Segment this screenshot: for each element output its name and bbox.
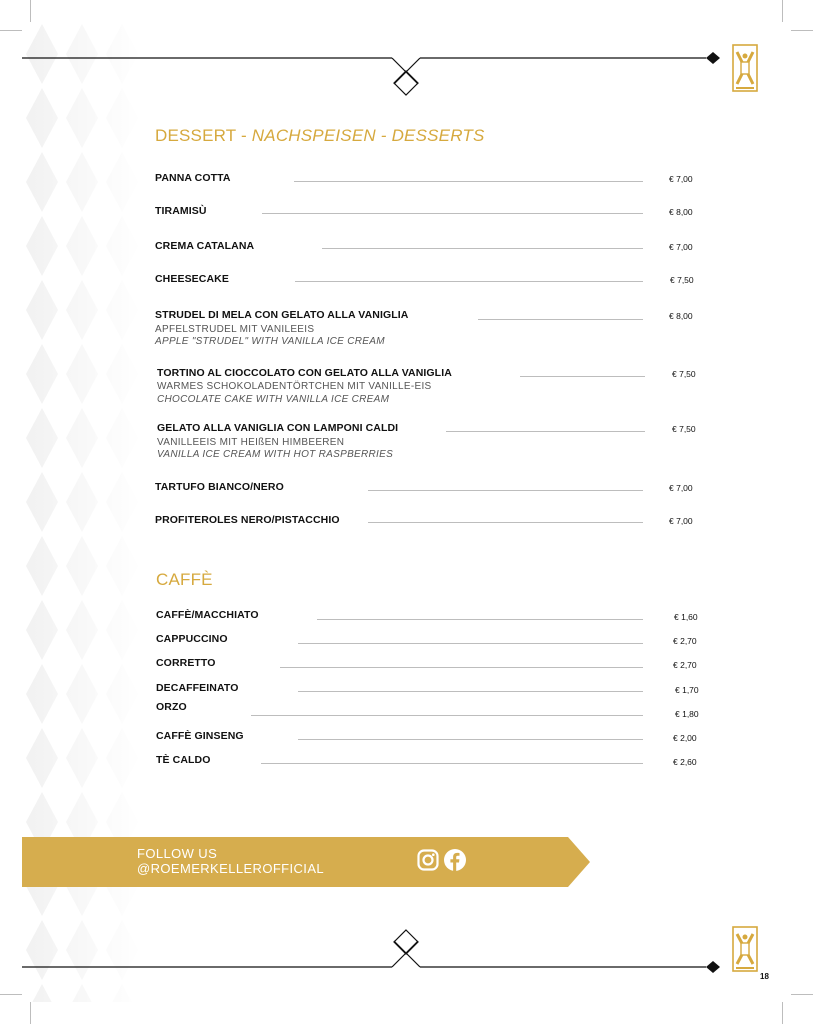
leader-line (322, 248, 643, 249)
dessert-heading-italic: NACHSPEISEN - DESSERTS (251, 126, 485, 145)
menu-item-name: CHEESECAKE (155, 273, 229, 285)
menu-item-price: € 2,70 (673, 660, 697, 670)
menu-item-name: PANNA COTTA (155, 172, 231, 184)
dessert-heading (155, 126, 485, 146)
menu-item-name: CORRETTO (156, 657, 216, 669)
crop-mark (30, 0, 31, 22)
crop-mark (791, 994, 813, 995)
leader-line (295, 281, 643, 282)
menu-item-price: € 8,00 (669, 311, 693, 321)
leader-line (368, 490, 643, 491)
menu-item-price: € 2,00 (673, 733, 697, 743)
instagram-icon[interactable] (417, 849, 439, 871)
top-divider (22, 48, 722, 98)
menu-item-price: € 1,60 (674, 612, 698, 622)
crop-mark (0, 994, 22, 995)
caffe-heading: CAFFÈ (156, 570, 213, 589)
menu-item-price: € 1,80 (675, 709, 699, 719)
menu-item-price: € 7,00 (669, 242, 693, 252)
crop-mark (30, 1002, 31, 1024)
leader-line (368, 522, 643, 523)
menu-item-name: GELATO ALLA VANIGLIA CON LAMPONI CALDI (157, 422, 399, 434)
leader-line (298, 691, 643, 692)
dessert-heading-main: DESSERT - (155, 126, 252, 145)
menu-item-price: € 1,70 (675, 685, 699, 695)
logo-icon (732, 926, 758, 972)
menu-item-name: TÈ CALDO (156, 754, 211, 766)
leader-line (294, 181, 643, 182)
crop-mark (782, 1002, 783, 1024)
menu-item-price: € 7,00 (669, 174, 693, 184)
menu-item-name: CREMA CATALANA (155, 240, 255, 252)
menu-item-name: DECAFFEINATO (156, 682, 239, 694)
menu-item-name: PROFITEROLES NERO/PISTACCHIO (155, 514, 340, 526)
menu-item-name: CAFFÈ GINSENG (156, 730, 244, 742)
menu-item-name: TORTINO AL CIOCCOLATO CON GELATO ALLA VANIGLIA (157, 367, 452, 379)
leader-line (262, 213, 643, 214)
leader-line (446, 431, 645, 432)
menu-item-price: € 7,50 (670, 275, 694, 285)
menu-item-name: TIRAMISÙ (155, 205, 207, 217)
menu-item-price: € 8,00 (669, 207, 693, 217)
menu-item-english: CHOCOLATE CAKE WITH VANILLA ICE CREAM (157, 394, 390, 405)
leader-line (298, 643, 643, 644)
facebook-icon[interactable] (443, 848, 467, 872)
leader-line (478, 319, 643, 320)
menu-item-german: VANILLEEIS MIT HEIßEN HIMBEEREN (157, 437, 345, 448)
menu-item-english: VANILLA ICE CREAM WITH HOT RASPBERRIES (157, 449, 394, 460)
menu-item-price: € 7,50 (672, 369, 696, 379)
menu-item-german: WARMES SCHOKOLADENTÖRTCHEN MIT VANILLE-EIS (157, 381, 432, 392)
leader-line (261, 763, 643, 764)
menu-item-price: € 7,00 (669, 483, 693, 493)
menu-item-price: € 2,60 (673, 757, 697, 767)
menu-item-price: € 2,70 (673, 636, 697, 646)
leader-line (317, 619, 643, 620)
bottom-divider (22, 927, 722, 975)
menu-item-english: APPLE "STRUDEL" WITH VANILLA ICE CREAM (155, 336, 385, 347)
leader-line (520, 376, 645, 377)
crop-mark (0, 30, 22, 31)
menu-item-name: ORZO (156, 701, 187, 713)
leader-line (298, 739, 643, 740)
menu-item-price: € 7,00 (669, 516, 693, 526)
leader-line (251, 715, 643, 716)
menu-item-name: STRUDEL DI MELA CON GELATO ALLA VANIGLIA (155, 309, 409, 321)
follow-label: FOLLOW US (137, 846, 218, 861)
crop-mark (791, 30, 813, 31)
menu-item-price: € 7,50 (672, 424, 696, 434)
crop-mark (782, 0, 783, 22)
menu-item-name: CAFFÈ/MACCHIATO (156, 609, 259, 621)
leader-line (280, 667, 643, 668)
logo-icon (732, 44, 758, 92)
menu-item-german: APFELSTRUDEL MIT VANILEEIS (155, 324, 315, 335)
menu-item-name: TARTUFO BIANCO/NERO (155, 481, 284, 493)
menu-item-name: CAPPUCCINO (156, 633, 228, 645)
social-handle[interactable]: @ROEMERKELLEROFFICIAL (137, 861, 325, 876)
page-number: 18 (760, 972, 769, 981)
